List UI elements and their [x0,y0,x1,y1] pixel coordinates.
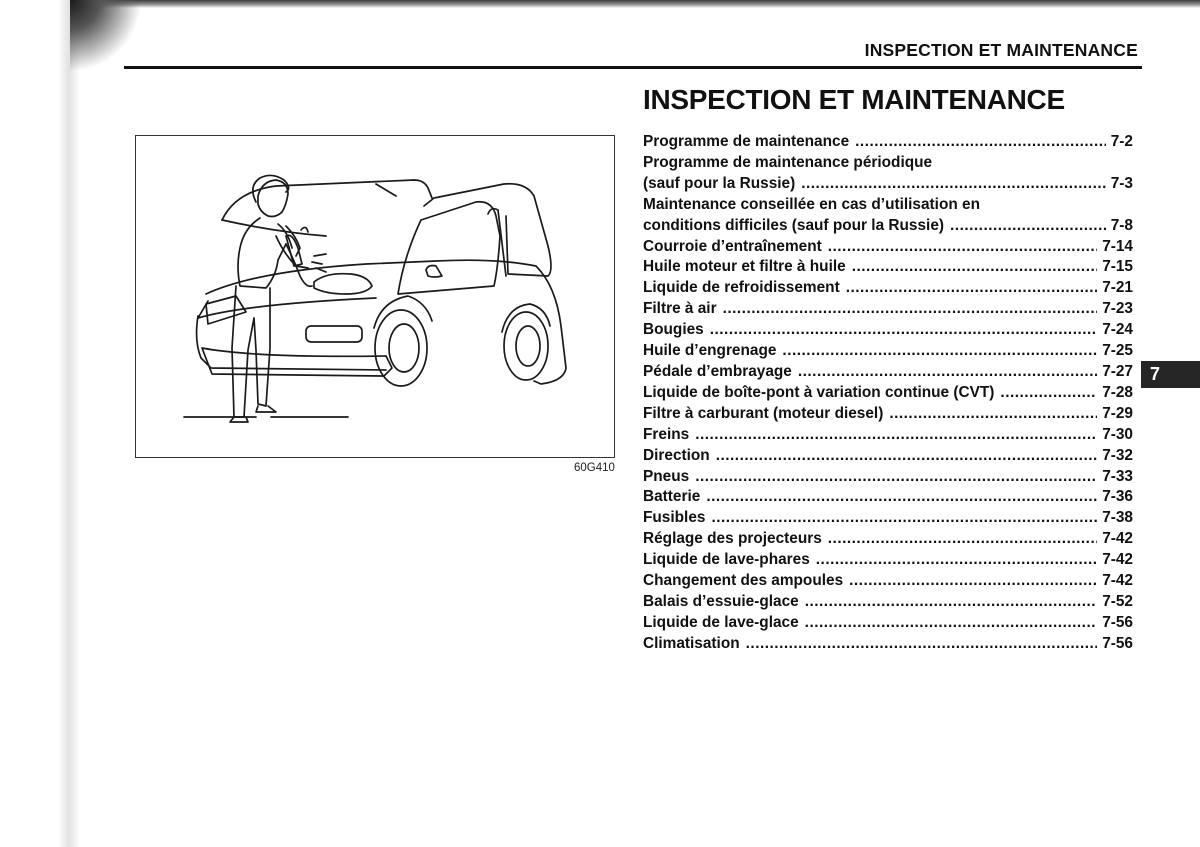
toc-leader-dots [805,592,1097,613]
toc-line [643,195,1133,216]
toc-page-number: 7-56 [1102,613,1133,631]
toc-leader-dots [816,550,1097,571]
toc-page-number: 7-52 [1102,592,1133,610]
toc-line [643,425,1133,446]
toc-page-number: 7-24 [1102,321,1133,339]
toc-leader-dots [723,299,1098,320]
table-of-contents [643,132,1133,655]
toc-entry-title: Maintenance conseillée en cas d’utilisation en [643,195,980,213]
chapter-tab[interactable]: 7 [1141,361,1200,388]
toc-line [643,341,1133,362]
toc-entry[interactable] [643,153,1133,195]
toc-entry[interactable] [643,592,1133,613]
toc-entry[interactable] [643,237,1133,258]
toc-entry[interactable] [643,320,1133,341]
toc-page-number: 7-25 [1102,342,1133,360]
toc-leader-dots [855,132,1106,153]
toc-leader-dots [852,257,1098,278]
toc-leader-dots [1000,383,1097,404]
toc-line [643,529,1133,550]
toc-entry-title: Huile moteur et filtre à huile [643,258,846,276]
toc-leader-dots [849,571,1097,592]
toc-entry[interactable] [643,446,1133,467]
toc-leader-dots [706,487,1097,508]
toc-page-number: 7-2 [1110,133,1133,150]
toc-entry[interactable] [643,362,1133,383]
person-inspecting-engine-icon [136,136,614,457]
toc-leader-dots [695,467,1097,488]
toc-entry-title: Pédale d’embrayage [643,362,792,380]
toc-entry-title: (sauf pour la Russie) [643,174,796,192]
toc-page-number: 7-36 [1102,488,1133,506]
toc-entry-title: Pneus [643,467,690,485]
toc-entry[interactable] [643,571,1133,592]
toc-entry[interactable] [643,487,1133,508]
toc-entry-title: Bougies [643,321,704,339]
chapter-title: INSPECTION ET MAINTENANCE [643,84,1065,115]
toc-entry[interactable] [643,613,1133,634]
toc-leader-dots [805,613,1098,634]
toc-leader-dots [950,216,1106,237]
toc-page-number: 7-14 [1102,237,1133,255]
toc-leader-dots [711,508,1097,529]
toc-line [643,487,1133,508]
toc-page-number: 7-38 [1102,509,1133,527]
toc-line [643,216,1133,237]
toc-page-number: 7-42 [1102,530,1133,548]
toc-leader-dots [828,237,1097,258]
toc-line [643,237,1133,258]
toc-page-number: 7-15 [1102,258,1133,276]
toc-entry-title: Réglage des projecteurs [643,530,822,548]
toc-entry[interactable] [643,132,1133,153]
toc-entry-title: Liquide de refroidissement [643,279,840,297]
toc-page-number: 7-33 [1102,467,1133,485]
toc-line [643,550,1133,571]
toc-leader-dots [695,425,1097,446]
toc-line [643,404,1133,425]
toc-line [643,613,1133,634]
toc-entry-title: Programme de maintenance [643,133,850,150]
toc-entry-title: Liquide de lave-glace [643,613,799,631]
toc-entry[interactable] [643,299,1133,320]
toc-line [643,467,1133,488]
toc-entry-title: Courroie d’entraînement [643,237,822,255]
toc-line [643,362,1133,383]
toc-page-number: 7-3 [1110,174,1133,192]
toc-entry[interactable] [643,425,1133,446]
toc-entry-title: Balais d’essuie-glace [643,592,799,610]
toc-leader-dots [798,362,1097,383]
scan-shadow-top [70,0,1200,8]
toc-line [643,153,1133,174]
toc-leader-dots [710,320,1097,341]
toc-entry[interactable] [643,278,1133,299]
toc-entry-title: Programme de maintenance périodique [643,153,933,171]
toc-page-number: 7-42 [1102,572,1133,590]
toc-entry-title: Filtre à carburant (moteur diesel) [643,404,884,422]
toc-leader-dots [782,341,1097,362]
toc-line [643,592,1133,613]
toc-line [643,132,1133,153]
toc-entry-title: Direction [643,446,710,464]
toc-entry[interactable] [643,341,1133,362]
toc-entry-title: Changement des ampoules [643,572,844,590]
toc-entry-title: conditions difficiles (sauf pour la Russie) [643,216,945,234]
toc-entry-title: Huile d’engrenage [643,342,777,360]
scan-shadow-corner [70,0,140,70]
toc-entry-title: Liquide de boîte-pont à variation continue (CVT) [643,383,995,401]
toc-line [643,320,1133,341]
toc-page-number: 7-21 [1102,279,1133,297]
toc-page-number: 7-27 [1102,362,1133,380]
toc-page-number: 7-28 [1102,383,1133,401]
figure-code: 60G410 [574,462,615,474]
toc-leader-dots [716,446,1097,467]
toc-entry[interactable] [643,634,1133,655]
toc-page-number: 7-56 [1102,634,1133,652]
toc-entry[interactable] [643,467,1133,488]
toc-leader-dots [828,529,1097,550]
illustration-frame [135,135,615,458]
header-rule [124,66,1142,69]
toc-line [643,174,1133,195]
toc-line [643,571,1133,592]
toc-page-number: 7-8 [1110,216,1133,234]
toc-leader-dots [801,174,1106,195]
toc-entry[interactable] [643,404,1133,425]
scan-shadow-left [58,0,80,847]
toc-line [643,634,1133,655]
toc-page-number: 7-23 [1102,300,1133,318]
toc-entry[interactable] [643,550,1133,571]
toc-entry[interactable] [643,195,1133,237]
toc-page-number: 7-42 [1102,551,1133,569]
toc-entry[interactable] [643,508,1133,529]
toc-entry-title: Liquide de lave-phares [643,551,810,569]
toc-line [643,446,1133,467]
toc-entry-title: Freins [643,425,690,443]
toc-line [643,383,1133,404]
toc-entry[interactable] [643,529,1133,550]
toc-page-number: 7-32 [1102,446,1133,464]
toc-leader-dots [889,404,1097,425]
toc-entry-title: Fusibles [643,509,706,527]
toc-line [643,278,1133,299]
toc-entry-title: Filtre à air [643,300,717,318]
toc-entry[interactable] [643,383,1133,404]
toc-entry-title: Climatisation [643,634,740,652]
toc-entry-title: Batterie [643,488,701,506]
toc-line [643,257,1133,278]
toc-leader-dots [846,278,1097,299]
toc-page-number: 7-30 [1102,425,1133,443]
toc-line [643,508,1133,529]
toc-leader-dots [746,634,1098,655]
toc-line [643,299,1133,320]
running-head: INSPECTION ET MAINTENANCE [864,40,1138,60]
toc-entry[interactable] [643,257,1133,278]
toc-page-number: 7-29 [1102,404,1133,422]
